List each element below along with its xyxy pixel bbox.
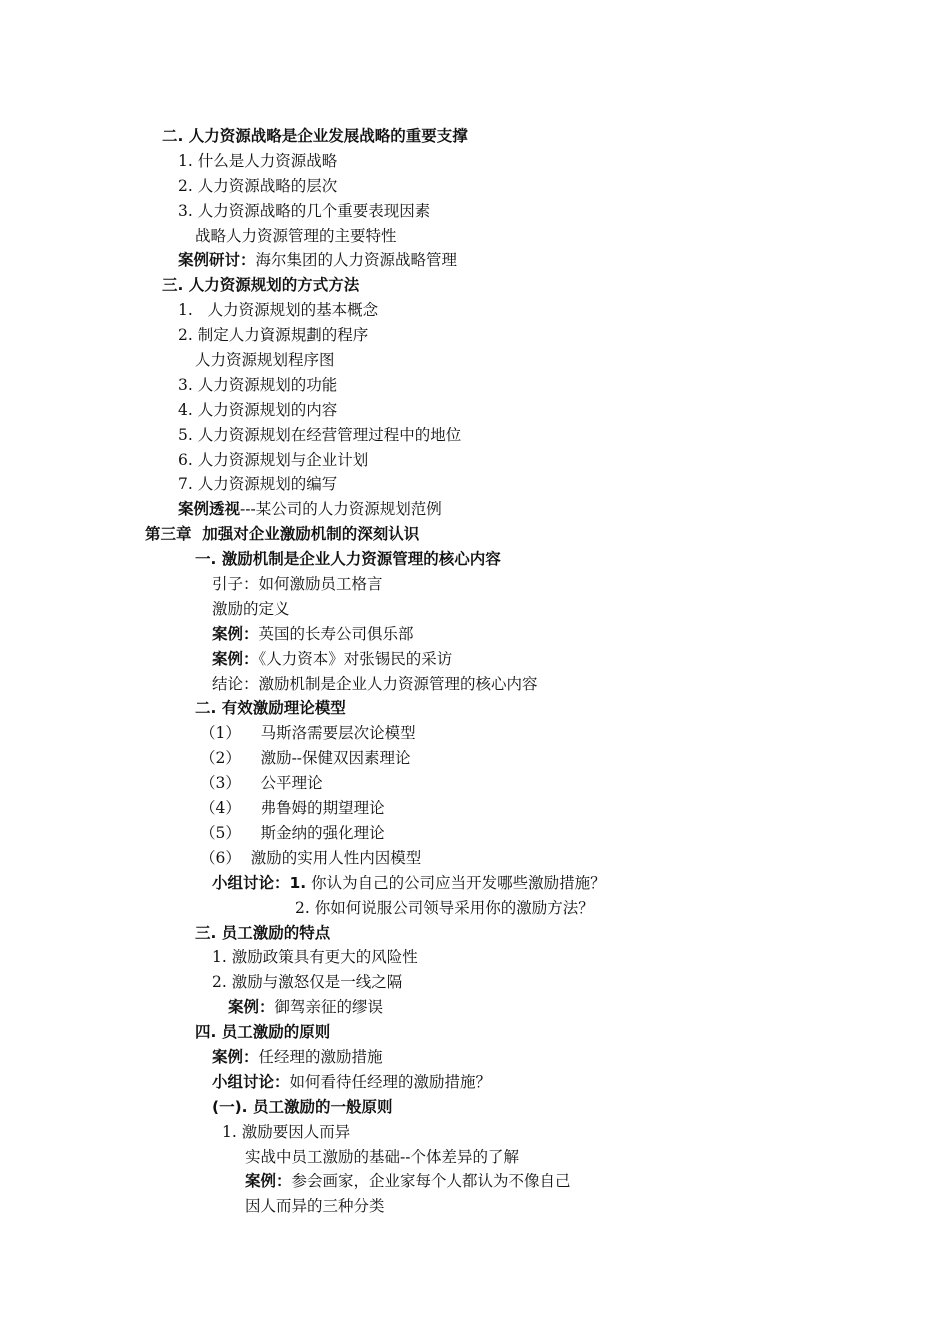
outline-line — [0, 1169, 950, 1194]
outline-line — [0, 1120, 950, 1145]
outline-line — [0, 771, 950, 796]
outline-line — [0, 472, 950, 497]
outline-line — [0, 323, 950, 348]
line-text: 2. 激励与激怒仅是一线之隔 — [212, 973, 403, 992]
line-text: 海尔集团的人力资源战略管理 — [255, 251, 458, 270]
outline-line — [0, 597, 950, 622]
outline-line — [0, 124, 950, 149]
outline-line — [0, 174, 950, 199]
line-text: 3. 人力资源规划的功能 — [178, 375, 338, 394]
bold-label: 案例： — [245, 1172, 292, 1191]
outline-line — [0, 672, 950, 697]
line-text: （3） 公平理论 — [200, 774, 323, 793]
outline-line — [0, 1045, 950, 1070]
bold-label: 案例透视 — [178, 500, 241, 519]
line-text: 任经理的激励措施 — [258, 1047, 383, 1066]
bold-label: 案例研讨： — [178, 251, 256, 270]
outline-line — [0, 423, 950, 448]
outline-line — [0, 273, 950, 298]
line-text: 御驾亲征的缪误 — [274, 998, 384, 1017]
line-text: 战略人力资源管理的主要特性 — [195, 226, 397, 245]
outline-line — [0, 921, 950, 946]
outline-line — [0, 497, 950, 522]
bold-label: 案例： — [212, 1047, 259, 1066]
outline-line — [0, 746, 950, 771]
outline-line — [0, 149, 950, 174]
line-text: （4） 弗鲁姆的期望理论 — [200, 799, 385, 818]
outline-line — [0, 224, 950, 249]
outline-line — [0, 647, 950, 672]
line-text: 引子：如何激励员工格言 — [212, 575, 383, 594]
bold-label: 小组讨论： — [212, 1072, 290, 1091]
line-text: 1. 激励要因人而异 — [222, 1122, 351, 1141]
outline-line — [0, 721, 950, 746]
bold-label: 小组讨论：1. — [212, 873, 307, 892]
outline-line — [0, 1020, 950, 1045]
line-text: 2. 人力资源战略的层次 — [178, 176, 338, 195]
line-text: 如何看待任经理的激励措施？ — [289, 1072, 492, 1091]
outline-line — [0, 796, 950, 821]
line-text: 《人力资本》对张锡民的采访 — [258, 649, 453, 668]
bold-label: 案例： — [212, 649, 259, 668]
line-text: （5） 斯金纳的强化理论 — [200, 823, 385, 842]
bold-label: 三. 人力资源规划的方式方法 — [162, 276, 360, 295]
outline-line — [0, 398, 950, 423]
outline-line — [0, 348, 950, 373]
line-text: 参会画家，企业家每个人都认为不像自己 — [291, 1172, 571, 1191]
line-text: 1. 激励政策具有更大的风险性 — [212, 948, 418, 967]
outline-line — [0, 298, 950, 323]
outline-line — [0, 248, 950, 273]
bold-label: 二. 有效激励理论模型 — [195, 699, 346, 718]
line-text: （1） 马斯洛需要层次论模型 — [200, 724, 416, 743]
line-text: 实战中员工激励的基础--个体差异的了解 — [245, 1147, 519, 1166]
line-text: 英国的长寿公司俱乐部 — [258, 624, 414, 643]
outline-line — [0, 945, 950, 970]
line-text: 6. 人力资源规划与企业计划 — [178, 450, 369, 469]
outline-line — [0, 995, 950, 1020]
line-text: 3. 人力资源战略的几个重要表现因素 — [178, 201, 431, 220]
outline-line — [0, 1070, 950, 1095]
outline-line — [0, 1095, 950, 1120]
line-text: 2. 你如何说服公司领导采用你的激励方法？ — [295, 898, 594, 917]
outline-line — [0, 373, 950, 398]
outline-line — [0, 622, 950, 647]
bold-label: 第三章 加强对企业激励机制的深刻认识 — [145, 525, 420, 544]
line-text: 人力资源规划程序图 — [195, 351, 335, 370]
outline-line — [0, 696, 950, 721]
outline-line — [0, 1145, 950, 1170]
line-text: 5. 人力资源规划在经营管理过程中的地位 — [178, 425, 462, 444]
document-page — [0, 124, 950, 1219]
line-text: （6） 激励的实用人性内因模型 — [200, 848, 422, 867]
line-text: 7. 人力资源规划的编写 — [178, 475, 338, 494]
line-text: （2） 激励--保健双因素理论 — [200, 749, 411, 768]
bold-label: 一. 激励机制是企业人力资源管理的核心内容 — [195, 550, 501, 569]
line-text: 因人而异的三种分类 — [245, 1197, 385, 1216]
outline-line — [0, 846, 950, 871]
outline-line — [0, 199, 950, 224]
bold-label: 三. 员工激励的特点 — [195, 923, 331, 942]
outline-line — [0, 572, 950, 597]
line-text: 2. 制定人力資源規劃的程序 — [178, 326, 369, 345]
outline-line — [0, 871, 950, 896]
outline-line — [0, 1194, 950, 1219]
line-text: ---某公司的人力资源规划范例 — [240, 500, 442, 519]
bold-label: 案例： — [212, 624, 259, 643]
outline-line — [0, 448, 950, 473]
outline-line — [0, 896, 950, 921]
outline-line — [0, 821, 950, 846]
line-text: 你认为自己的公司应当开发哪些激励措施？ — [306, 873, 606, 892]
bold-label: 案例： — [228, 998, 275, 1017]
bold-label: 四. 员工激励的原则 — [195, 1023, 331, 1042]
bold-label: (一). 员工激励的一般原则 — [212, 1097, 393, 1116]
outline-line — [0, 547, 950, 572]
bold-label: 二. 人力资源战略是企业发展战略的重要支撑 — [162, 127, 468, 145]
line-text: 1. 什么是人力资源战略 — [178, 151, 338, 170]
line-text: 4. 人力资源规划的内容 — [178, 400, 338, 419]
outline-line — [0, 970, 950, 995]
outline-line — [0, 522, 950, 547]
line-text: 结论：激励机制是企业人力资源管理的核心内容 — [212, 674, 538, 693]
line-text: 1. 人力资源规划的基本概念 — [178, 301, 379, 320]
line-text: 激励的定义 — [212, 599, 290, 618]
